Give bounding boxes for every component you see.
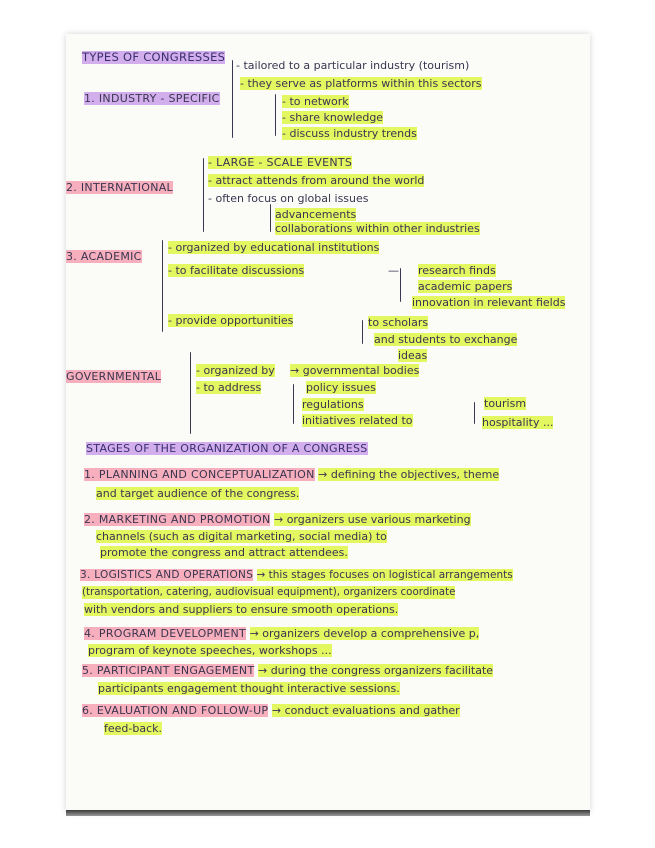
academic-discussion-1: research finds	[418, 264, 496, 277]
international-sub-1: advancements	[275, 208, 357, 221]
stage-4-text: → organizers develop a comprehensive p,	[249, 627, 480, 640]
governmental-policy: policy issues	[306, 381, 376, 394]
stage-5-heading: 5. PARTICIPANT ENGAGEMENT	[82, 664, 255, 677]
industry-label: 1. INDUSTRY - SPECIFIC	[84, 92, 220, 105]
industry-platforms: - they serve as platforms within this sectors	[240, 77, 482, 90]
international-attract: - attract attends from around the world	[208, 174, 425, 187]
academic-bracket	[162, 240, 163, 332]
stage-3-line	[80, 569, 513, 582]
page-edge-shadow	[66, 810, 590, 816]
stage-4-heading: 4. PROGRAM DEVELOPMENT	[84, 627, 247, 640]
industry-bracket	[232, 60, 233, 138]
stage-1-cont-1: and target audience of the congress.	[96, 487, 300, 500]
types-title: TYPES OF CONGRESSES	[82, 50, 226, 64]
academic-ideas: ideas	[398, 349, 428, 362]
stages-title: STAGES OF THE ORGANIZATION OF A CONGRESS	[86, 442, 368, 455]
industry-sub-1: - to network	[282, 95, 349, 108]
governmental-hospitality: hospitality ...	[482, 416, 554, 429]
stage-6-cont-1: feed-back.	[104, 722, 162, 735]
stage-2-cont-1: channels (such as digital marketing, social media) to	[96, 530, 387, 543]
stage-5-line	[82, 664, 493, 677]
international-often: - often focus on global issues	[208, 192, 369, 205]
stage-2-text: → organizers use various marketing	[273, 513, 471, 526]
international-bracket	[203, 158, 204, 232]
stage-3-cont-1: (transportation, catering, audiovisual equipment), organizers coordinate	[82, 586, 456, 598]
governmental-bracket	[190, 352, 191, 434]
academic-provide: - provide opportunities	[168, 314, 294, 327]
academic-discussion-bracket	[400, 268, 401, 302]
stage-6-text: → conduct evaluations and gather	[271, 704, 460, 717]
international-sub-bracket	[270, 204, 271, 232]
stage-3-heading: 3. LOGISTICS AND OPERATIONS	[80, 569, 254, 581]
stage-1-line	[84, 468, 499, 481]
stage-5-text: → during the congress organizers facilitate	[257, 664, 494, 677]
stage-6-line	[82, 704, 460, 717]
stage-3-cont-2: with vendors and suppliers to ensure smooth operations.	[84, 603, 399, 616]
stage-2-cont-2: promote the congress and attract attendees.	[100, 546, 348, 559]
academic-organized: - organized by educational institutions	[168, 241, 380, 254]
governmental-regulations: regulations	[302, 398, 364, 411]
governmental-sub-bracket	[293, 384, 294, 424]
governmental-initiatives: initiatives related to	[302, 414, 413, 427]
stage-1-text: → defining the objectives, theme	[318, 468, 500, 481]
stage-2-line	[84, 513, 471, 526]
stage-1-heading: 1. PLANNING AND CONCEPTUALIZATION	[84, 468, 315, 481]
international-large: - LARGE - SCALE EVENTS	[208, 156, 353, 169]
governmental-bodies: → governmental bodies	[290, 364, 420, 377]
stage-6-heading: 6. EVALUATION AND FOLLOW-UP	[82, 704, 269, 717]
academic-students: and students to exchange	[374, 333, 518, 346]
academic-discussion-2: academic papers	[418, 280, 513, 293]
stage-4-line	[84, 627, 479, 640]
academic-provide-bracket	[362, 320, 363, 344]
academic-discussion-3: innovation in relevant fields	[412, 296, 566, 309]
governmental-organized: - organized by	[196, 364, 275, 377]
industry-tailored: - tailored to a particular industry (tourism)	[236, 59, 470, 72]
governmental-tourism-bracket	[474, 402, 475, 424]
governmental-tourism: tourism	[484, 397, 527, 410]
stage-2-heading: 2. MARKETING AND PROMOTION	[84, 513, 271, 526]
academic-label: 3. ACADEMIC	[66, 250, 142, 263]
industry-sub-3: - discuss industry trends	[282, 127, 417, 140]
governmental-label: GOVERNMENTAL	[66, 370, 162, 383]
stage-3-text: → this stages focuses on logistical arrangements	[256, 569, 513, 581]
industry-sub-2: - share knowledge	[282, 111, 384, 124]
international-label: 2. INTERNATIONAL	[66, 181, 173, 194]
industry-sub-bracket	[275, 94, 276, 136]
stage-5-cont-1: participants engagement thought interactive sessions.	[98, 682, 400, 695]
academic-scholars: to scholars	[368, 316, 429, 329]
academic-facilitate: - to facilitate discussions	[168, 264, 305, 277]
stage-4-cont-1: program of keynote speeches, workshops ...	[88, 644, 332, 657]
academic-arrow: —	[388, 264, 399, 277]
international-sub-2: collaborations within other industries	[275, 222, 480, 235]
governmental-address: - to address	[196, 381, 262, 394]
